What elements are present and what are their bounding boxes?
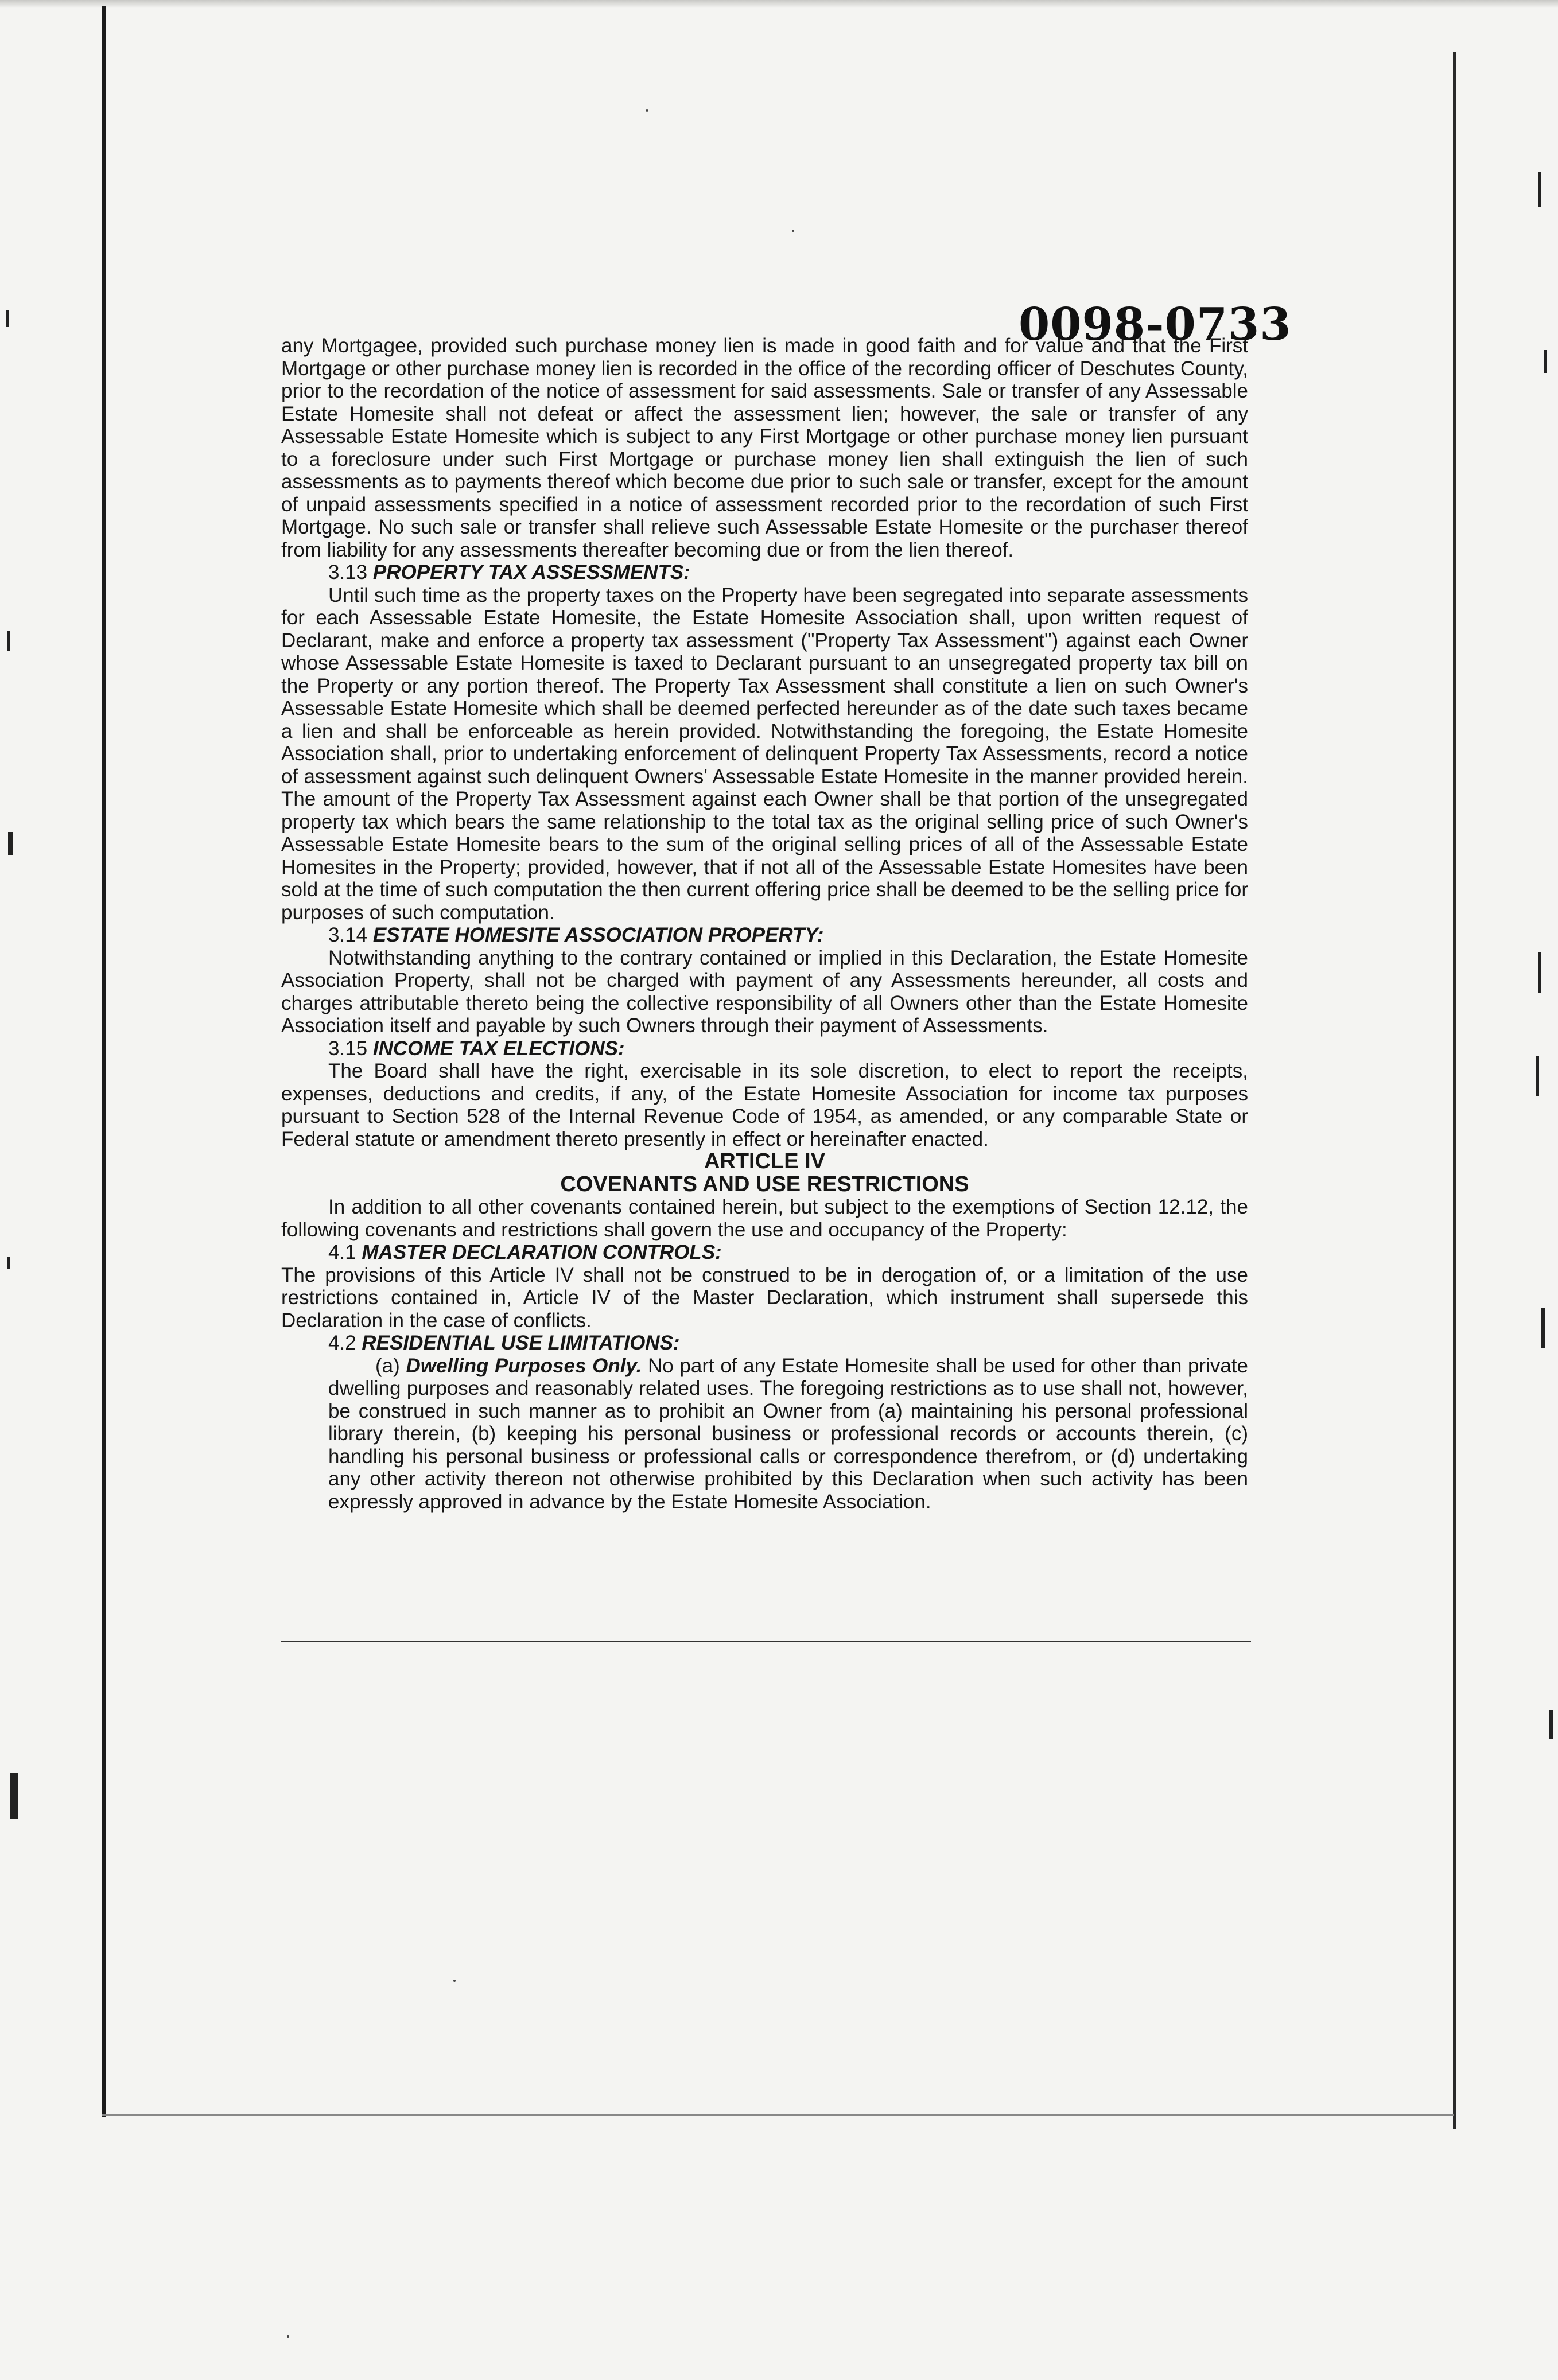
section-body-3-14: Notwithstanding anything to the contrary contained or implied in this Declaration, the Estate Homesite Association Property, shall not be charged with payment of any Assessments hereunder, all costs and charges attributable thereto being the collective responsibility of all Owners other than the Estate Homesite Association itself and payable by such Owners through their payment of Assessments. (281, 946, 1248, 1037)
section-heading-4-2 (281, 1332, 1248, 1355)
section-body-3-13: Until such time as the property taxes on the Property have been segregated into separate assessments for each Assessable Estate Homesite, the Estate Homesite Association shall, upon written request of Declarant, make and enforce a property tax assessment ("Property Tax Assessment") against each Owner whose Assessable Estate Homesite is taxed to Declarant pursuant to an unsegregated property tax bill on the Property or any portion thereof. The Property Tax Assessment shall constitute a lien on such Owner's Assessable Estate Homesite which shall be deemed perfected hereunder as of the date such taxes became a lien and shall be enforceable as herein provided. Notwithstanding the foregoing, the Estate Homesite Association shall, prior to undertaking enforcement of delinquent Property Tax Assessments, record a notice of assessment against such delinquent Owners' Assessable Estate Homesite in the manner provided herein. The amount of the Property Tax Assessment against each Owner shall be that portion of the unsegregated property tax which bears the same relationship to the total tax as the original selling price of such Owner's Assessable Estate Homesite bears to the sum of the original selling prices of all of the Assessable Estate Homesites in the Property; provided, however, that if not all of the Assessable Estate Homesites have been sold at the time of such computation the then current offering price shall be deemed to be the selling price for purposes of such computation. (281, 584, 1248, 924)
scan-speck (287, 2335, 289, 2338)
section-number: 4.1 (328, 1241, 356, 1263)
recording-number: 0098-0733 (1019, 298, 1292, 351)
article-intro: In addition to all other covenants contained herein, but subject to the exemptions of Section 12.12, the following covenants and restrictions shall govern the use and occupancy of the Property: (281, 1196, 1248, 1241)
section-number: 3.15 (328, 1037, 368, 1060)
opening-paragraph: any Mortgagee, provided such purchase money lien is made in good faith and for value and that the First Mortgage or other purchase money lien is recorded in the office of the recording officer of Deschutes County, prior to the recordation of the notice of assessment for said assessments. Sale or transfer of any Assessable Estate Homesite shall not defeat or affect the assessment lien; however, the sale or transfer of any Assessable Estate Homesite which is subject to any First Mortgage or other purchase money lien pursuant to a foreclosure under such First Mortgage or purchase money lien shall extinguish the lien of such assessments as to payments thereof which become due prior to such sale or transfer, except for the amount of unpaid assessments specified in a notice of assessment recorded prior to the recordation of such First Mortgage. No such sale or transfer shall relieve such Assessable Estate Homesite or the purchaser thereof from liability for any assessments thereafter becoming due or from the lien thereof. (281, 335, 1248, 561)
left-margin-rule (102, 6, 106, 2117)
scan-edge-shadow (0, 0, 1558, 8)
closing-rule (281, 1641, 1251, 1642)
section-heading-3-15 (281, 1037, 1248, 1060)
section-heading-3-13 (281, 561, 1248, 584)
scan-artifact (7, 1257, 10, 1269)
subsection-title: Dwelling Purposes Only. (406, 1354, 642, 1377)
document-body (281, 335, 1248, 1513)
scan-artifact (1541, 1308, 1545, 1348)
scan-artifact (1538, 172, 1541, 207)
article-number: ARTICLE IV (704, 1149, 826, 1173)
section-heading-4-1 (281, 1241, 1248, 1264)
scan-artifact (10, 1773, 18, 1819)
scan-artifact (1549, 1710, 1553, 1739)
section-body-3-15: The Board shall have the right, exercisable in its sole discretion, to elect to report the receipts, expenses, deductions and credits, if any, of the Estate Homesite Association for income tax purposes pursuant to Section 528 of the Internal Revenue Code of 1954, as amended, or any comparable State or Federal statute or amendment thereto presently in effect or hereinafter enacted. (281, 1060, 1248, 1150)
section-title: PROPERTY TAX ASSESSMENTS: (372, 561, 690, 584)
section-title: INCOME TAX ELECTIONS: (372, 1037, 625, 1060)
section-heading-3-14 (281, 924, 1248, 947)
section-title: RESIDENTIAL USE LIMITATIONS: (362, 1332, 680, 1354)
section-body-4-1: The provisions of this Article IV shall not be construed to be in derogation of, or a limitation of the use restrictions contained in, Article IV of the Master Declaration, which instrument shall supersede this Declaration in the case of conflicts. (281, 1263, 1248, 1332)
scan-artifact (6, 310, 9, 327)
scan-artifact (1538, 952, 1541, 993)
scan-artifact (1544, 350, 1547, 373)
scan-artifact (8, 832, 13, 855)
subsection-4-2-a (281, 1355, 1248, 1514)
section-number: 4.2 (328, 1332, 356, 1354)
section-title: ESTATE HOMESITE ASSOCIATION PROPERTY: (372, 924, 824, 946)
scan-speck (646, 109, 648, 112)
right-margin-rule (1453, 52, 1456, 2129)
subsection-body: No part of any Estate Homesite shall be used for other than private dwelling purposes and reasonably related uses. The foregoing restrictions as to use shall not, however, be construed in such manner as to prohibit an Owner from (a) maintaining his personal professional library therein, (b) keeping his personal business or professional records or accounts therein, (c) handling his personal business or professional calls or correspondence therefrom, or (d) undertaking any other activity thereon not otherwise prohibited by this Declaration when such activity has been expressly approved in advance by the Estate Homesite Association. (328, 1354, 1249, 1513)
scan-artifact (7, 631, 10, 651)
scan-speck (792, 230, 794, 232)
section-title: MASTER DECLARATION CONTROLS: (362, 1241, 722, 1263)
subsection-label: (a) (375, 1354, 400, 1377)
scan-artifact (1536, 1056, 1539, 1096)
article-title: COVENANTS AND USE RESTRICTIONS (560, 1172, 969, 1196)
section-number: 3.13 (328, 561, 368, 584)
bottom-edge-rule (102, 2114, 1454, 2116)
section-number: 3.14 (328, 924, 368, 946)
scan-speck (453, 1980, 456, 1982)
